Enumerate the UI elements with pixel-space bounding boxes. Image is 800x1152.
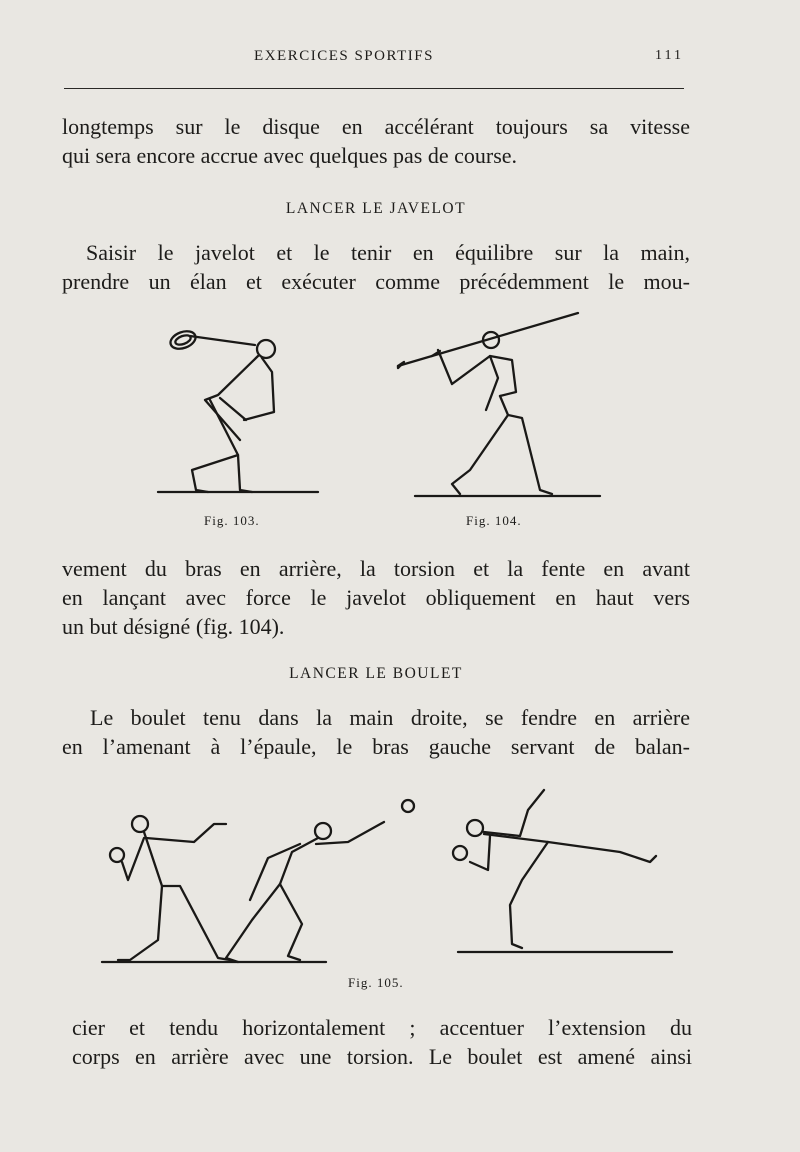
text-line: en lançant avec force le javelot obliquement en haut vers (62, 585, 690, 610)
figure-105-shot-put-sequence (102, 790, 672, 962)
figure-104-javelin-thrower (398, 313, 600, 496)
section-title-boulet: LANCER LE BOULET (289, 665, 463, 682)
paragraph-boulet-1 (90, 703, 690, 732)
paragraph-boulet-1b (62, 732, 690, 761)
section-title-javelot: LANCER LE JAVELOT (285, 200, 467, 217)
text-line: cier et tendu horizontalement ; accentuer l’extension du (72, 1015, 692, 1040)
figure-103-discus-thrower (158, 328, 318, 492)
paragraph-javelot-2 (62, 554, 690, 641)
caption-fig-103: Fig. 103. (204, 513, 260, 528)
text-line: qui sera encore accrue avec quelques pas de course. (62, 143, 518, 168)
text-line: Le boulet tenu dans la main droite, se fendre en arrière (90, 705, 690, 730)
text-line: Saisir le javelot et le tenir en équilibre sur la main, (86, 240, 690, 265)
text-line: en l’amenant à l’épaule, le bras gauche servant de balan- (62, 734, 690, 759)
running-title: EXERCICES SPORTIFS (254, 48, 434, 64)
caption-fig-104: Fig. 104. (466, 513, 522, 528)
paragraph-boulet-2 (72, 1013, 692, 1071)
text-line: vement du bras en arrière, la torsion et la fente en avant (62, 556, 690, 581)
caption-fig-105: Fig. 105. (348, 975, 404, 990)
text-line: un but désigné (fig. 104). (62, 614, 285, 639)
text-line: corps en arrière avec une torsion. Le boulet est amené ainsi (72, 1044, 692, 1069)
text-line: prendre un élan et exécuter comme précédemment le mou- (62, 269, 690, 294)
page-number: 111 (655, 48, 684, 63)
text-line: longtemps sur le disque en accélérant toujours sa vitesse (62, 114, 690, 139)
